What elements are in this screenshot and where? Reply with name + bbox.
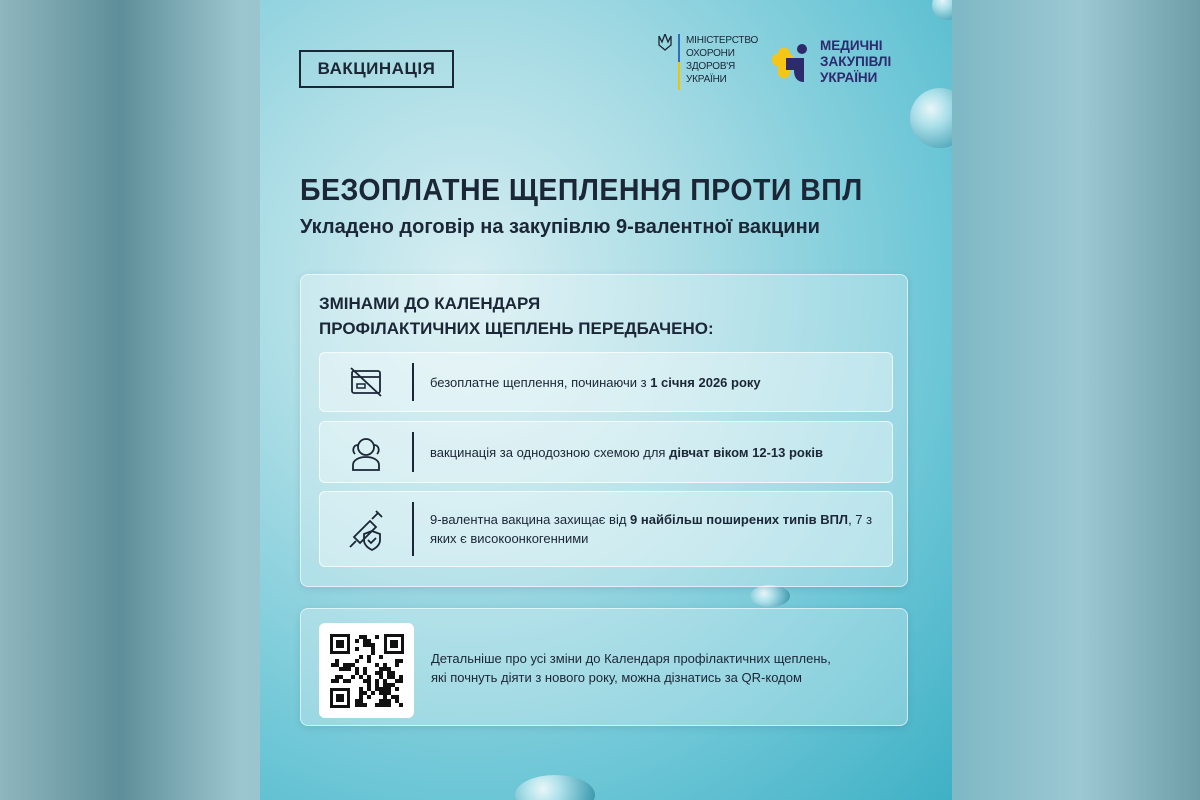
qr-code-icon <box>330 634 404 708</box>
list-item <box>319 352 893 412</box>
changes-panel <box>300 274 908 587</box>
moz-line: МІНІСТЕРСТВО <box>686 35 759 46</box>
water-drop <box>910 88 952 148</box>
trident-icon <box>658 34 672 52</box>
moz-logo <box>658 34 758 90</box>
girl-icon <box>349 433 383 471</box>
water-drop <box>932 0 952 20</box>
water-drop <box>750 585 790 607</box>
mzu-logo <box>772 38 891 86</box>
moz-line: ОХОРОНИ <box>686 48 735 59</box>
mzu-line: МЕДИЧНІ <box>820 38 883 53</box>
qr-code[interactable] <box>319 623 414 718</box>
item-text: безоплатне щеплення, починаючи з 1 січня 2026 року <box>430 374 761 390</box>
poster <box>260 0 952 800</box>
water-drop <box>515 775 595 800</box>
blurred-background-left <box>0 0 260 800</box>
moz-line: УКРАЇНИ <box>686 74 727 85</box>
panel-title <box>319 291 714 341</box>
item-text: вакцинація за однодозною схемою для дівчат віком 12-13 років <box>430 444 823 460</box>
list-item <box>319 421 893 483</box>
mzu-mark-icon <box>772 42 812 82</box>
page-title: БЕЗОПЛАТНЕ ЩЕПЛЕННЯ ПРОТИ ВПЛ <box>300 172 863 207</box>
mzu-line: УКРАЇНИ <box>820 70 878 85</box>
list-item <box>319 491 893 567</box>
panel-title-line: ПРОФІЛАКТИЧНИХ ЩЕПЛЕНЬ ПЕРЕДБАЧЕНО: <box>319 319 714 338</box>
qr-panel <box>300 608 908 726</box>
mzu-line: ЗАКУПІВЛІ <box>820 54 892 69</box>
category-tag: ВАКЦИНАЦІЯ <box>299 50 454 88</box>
no-payment-card-icon <box>349 367 383 397</box>
blurred-background-right <box>952 0 1200 800</box>
moz-line: ЗДОРОВ'Я <box>686 61 736 72</box>
qr-text-line: Детальніше про усі зміни до Календаря профілактичних щеплень, <box>431 651 831 666</box>
panel-title-line: ЗМІНАМИ ДО КАЛЕНДАРЯ <box>319 294 541 313</box>
qr-text <box>431 649 831 687</box>
syringe-shield-icon <box>346 507 386 551</box>
item-text: 9-валентна вакцина захищає від 9 найбільш поширених типів ВПЛ, 7 з яких є високоонкогенними <box>430 512 873 546</box>
qr-text-line: які почнуть діяти з нового року, можна дізнатись за QR-кодом <box>431 670 802 685</box>
page-subtitle: Укладено договір на закупівлю 9-валентної вакцини <box>300 216 820 238</box>
